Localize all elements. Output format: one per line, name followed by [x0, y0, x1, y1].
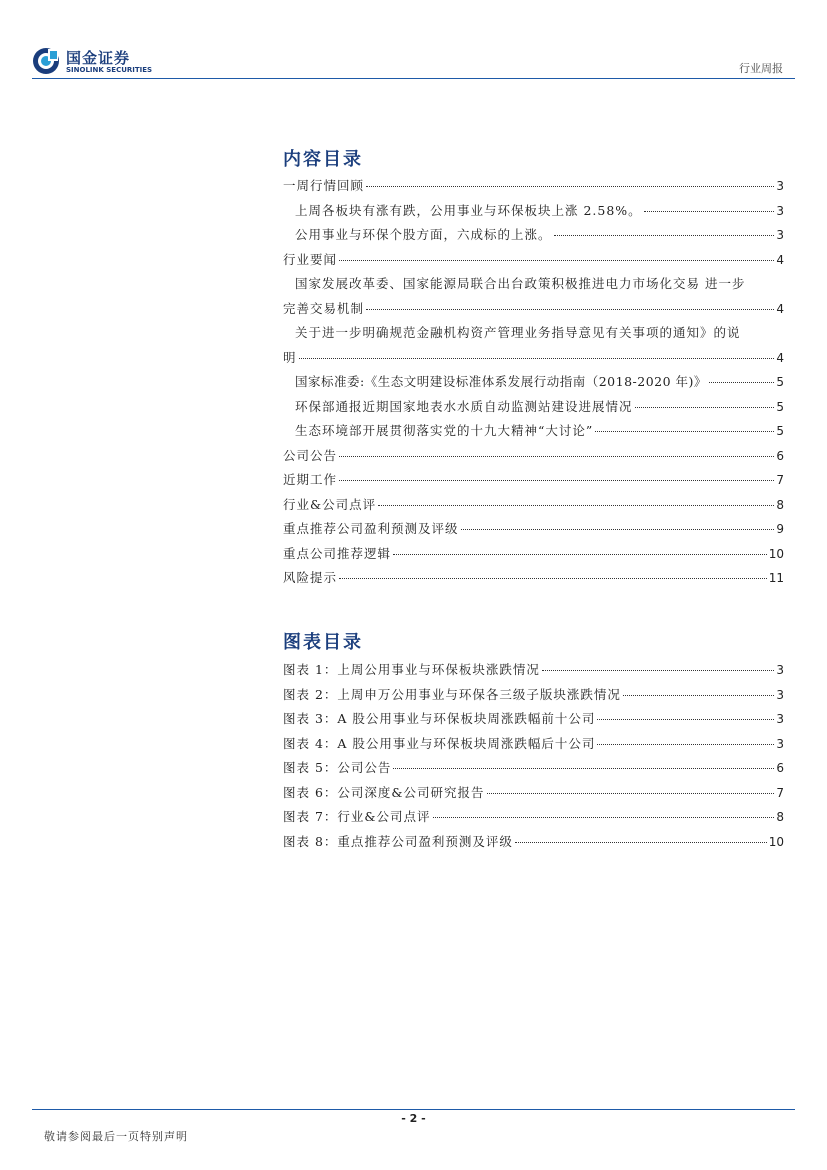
- figures-list: [283, 660, 784, 856]
- leader-dots: [378, 505, 774, 506]
- toc-entry-page: 5: [776, 424, 784, 438]
- figure-entry[interactable]: [283, 660, 784, 685]
- figure-entry-text: 图表 3：A 股公用事业与环保板块周涨跌幅前十公司: [283, 711, 596, 726]
- footer-divider: [32, 1109, 795, 1110]
- logo-chinese-name: 国金证券: [66, 49, 131, 67]
- toc-entry[interactable]: [283, 274, 784, 323]
- toc-entry[interactable]: [283, 568, 784, 593]
- leader-dots: [339, 456, 774, 457]
- figure-entry-page: 3: [776, 687, 784, 702]
- toc-entry[interactable]: [283, 446, 784, 471]
- toc-entry[interactable]: [283, 470, 784, 495]
- leader-dots: [554, 235, 775, 236]
- figure-entry[interactable]: [283, 807, 784, 832]
- toc-entry-page: 4: [776, 350, 784, 365]
- toc-entry[interactable]: [283, 176, 784, 201]
- toc-entry-text: 行业&公司点评: [283, 496, 377, 512]
- toc-entry-text: 生态环境部开展贯彻落实党的十九大精神“大讨论”: [295, 423, 594, 438]
- figure-entry-text: 图表 7：行业&公司点评: [283, 809, 431, 824]
- disclaimer-note: 敬请参阅最后一页特别声明: [44, 1130, 188, 1143]
- toc-entry[interactable]: [283, 323, 784, 372]
- figure-entry[interactable]: [283, 832, 784, 857]
- leader-dots: [299, 358, 775, 359]
- leader-dots: [644, 211, 775, 212]
- toc-entry-page: 8: [776, 497, 784, 512]
- toc-entry[interactable]: [283, 397, 784, 422]
- toc-entry-text: 上周各板块有涨有跌，公用事业与环保板块上涨 2.58%。: [295, 202, 642, 218]
- figure-entry-text: 图表 1：上周公用事业与环保板块涨跌情况: [283, 662, 540, 677]
- header-divider: [32, 78, 795, 79]
- toc-entry-text: 风险提示: [283, 570, 338, 585]
- figure-entry[interactable]: [283, 783, 784, 808]
- toc-entry-text: 近期工作: [283, 472, 338, 487]
- leader-dots: [339, 480, 774, 481]
- figure-entry-text: 图表 2：上周申万公用事业与环保各三级子版块涨跌情况: [283, 686, 621, 702]
- figure-entry-text: 图表 4：A 股公用事业与环保板块周涨跌幅后十公司: [283, 735, 596, 751]
- toc-entry-page: 3: [776, 179, 784, 193]
- leader-dots: [366, 309, 774, 310]
- figure-entry-page: 3: [776, 712, 784, 726]
- contents-title: 内容目录: [283, 149, 363, 170]
- company-logo: [32, 47, 162, 79]
- toc-entry-text: 国家标准委:《生态文明建设标准体系发展行动指南（2018-2020 年)》: [295, 374, 707, 389]
- leader-dots: [595, 431, 774, 432]
- figure-entry-page: 6: [776, 761, 784, 775]
- leader-dots: [366, 186, 774, 187]
- toc-entry[interactable]: [283, 250, 784, 275]
- toc-entry-page: 5: [776, 375, 784, 389]
- leader-dots: [623, 695, 774, 696]
- toc-entry-page: 4: [776, 252, 784, 267]
- leader-dots: [393, 768, 774, 769]
- page-header: [0, 0, 827, 82]
- leader-dots: [487, 793, 775, 794]
- toc-entry[interactable]: [283, 495, 784, 520]
- toc-entry-page: 3: [776, 228, 784, 242]
- toc-entry-text: 公用事业与环保个股方面，六成标的上涨。: [295, 227, 552, 242]
- toc-entry-page: 3: [776, 203, 784, 218]
- figure-entry-page: 7: [776, 785, 784, 800]
- leader-dots: [339, 260, 774, 261]
- toc-entry-page: 10: [768, 546, 784, 561]
- logo-english-name: SINOLINK SECURITIES: [66, 66, 153, 74]
- leader-dots: [635, 407, 775, 408]
- toc-entry-text: 一周行情回顾: [283, 178, 365, 193]
- leader-dots: [597, 719, 774, 720]
- toc-entry[interactable]: [283, 544, 784, 569]
- figure-entry-page: 3: [776, 663, 784, 677]
- figure-entry-text: 图表 8：重点推荐公司盈利预测及评级: [283, 833, 513, 849]
- toc-entry-text: 国家发展改革委、国家能源局联合出台政策积极推进电力市场化交易 进一步: [295, 276, 746, 291]
- figure-entry[interactable]: [283, 758, 784, 783]
- figure-entry[interactable]: [283, 685, 784, 710]
- figure-entry-page: 3: [776, 736, 784, 751]
- figure-entry-text: 图表 5：公司公告: [283, 760, 392, 775]
- leader-dots: [393, 554, 767, 555]
- page-number: - 2 -: [401, 1112, 426, 1125]
- toc-entry-page: 6: [776, 448, 784, 463]
- figure-entry-page: 10: [768, 834, 784, 849]
- leader-dots: [433, 817, 775, 818]
- toc-entry-page: 5: [776, 399, 784, 414]
- leader-dots: [515, 842, 767, 843]
- leader-dots: [339, 578, 767, 579]
- leader-dots: [709, 382, 774, 383]
- toc-entry-text-continued: 明: [283, 349, 297, 365]
- toc-entry-text-continued: 完善交易机制: [283, 300, 365, 316]
- toc-entry-text: 公司公告: [283, 447, 338, 463]
- toc-entry-text: 重点公司推荐逻辑: [283, 545, 392, 561]
- figures-title: 图表目录: [283, 632, 363, 653]
- figure-entry-page: 8: [776, 810, 784, 824]
- toc-entry[interactable]: [283, 421, 784, 446]
- toc-entry-text: 行业要闻: [283, 251, 338, 267]
- leader-dots: [597, 744, 774, 745]
- toc-entry-page: 11: [768, 571, 784, 585]
- toc-entry-continuation: [283, 299, 784, 324]
- figure-entry[interactable]: [283, 734, 784, 759]
- toc-entry[interactable]: [283, 225, 784, 250]
- toc-entry-text: 关于进一步明确规范金融机构资产管理业务指导意见有关事项的通知》的说: [295, 325, 741, 340]
- figure-entry[interactable]: [283, 709, 784, 734]
- report-type-label: 行业周报: [739, 62, 783, 75]
- toc-entry[interactable]: [283, 372, 784, 397]
- toc-entry-text: 环保部通报近期国家地表水水质自动监测站建设进展情况: [295, 398, 633, 414]
- leader-dots: [542, 670, 774, 671]
- leader-dots: [461, 529, 775, 530]
- toc-entry[interactable]: [283, 201, 784, 226]
- toc-entry-page: 9: [776, 522, 784, 536]
- toc-entry-continuation: [283, 348, 784, 373]
- figure-entry-text: 图表 6：公司深度&公司研究报告: [283, 784, 485, 800]
- toc-entry-text: 重点推荐公司盈利预测及评级: [283, 521, 459, 536]
- toc-entry-page: 7: [776, 473, 784, 487]
- toc-entry-page: 4: [776, 301, 784, 316]
- toc-entry[interactable]: [283, 519, 784, 544]
- sinolink-logo-icon: [32, 47, 60, 75]
- contents-list: [283, 176, 784, 593]
